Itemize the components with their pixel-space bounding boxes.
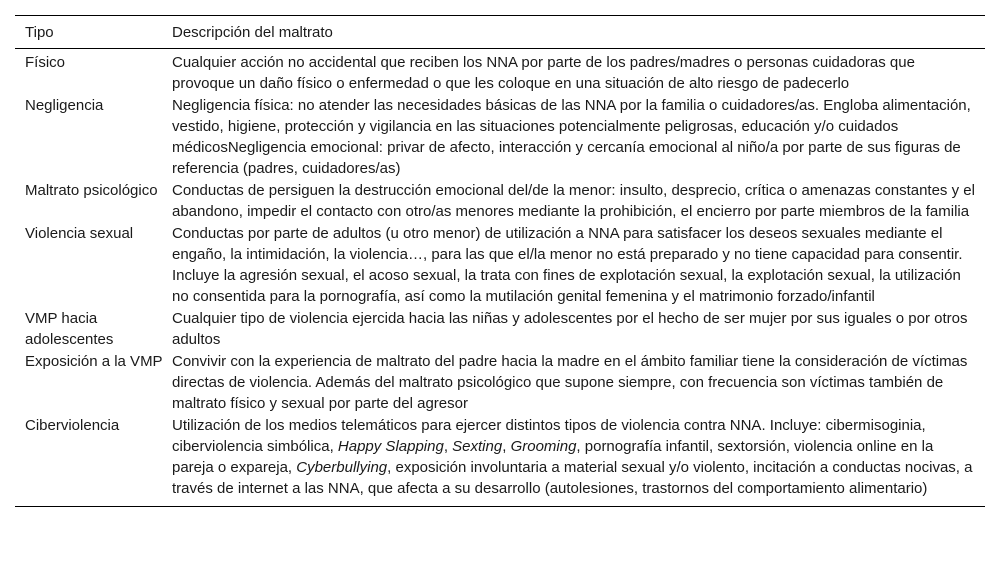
row-tipo-vmp-adolescentes: VMP hacia adolescentes [25, 310, 114, 348]
maltrato-table-container [15, 15, 985, 507]
row-tipo-negligencia: Negligencia [25, 97, 104, 114]
table-row [15, 350, 985, 414]
table-row [15, 414, 985, 507]
row-tipo-maltrato-psicologico: Maltrato psicológico [25, 182, 158, 199]
table-row [15, 179, 985, 222]
desc-text-part: , [443, 438, 453, 455]
row-tipo-violencia-sexual: Violencia sexual [25, 225, 134, 242]
maltrato-types-table [15, 15, 985, 507]
table-row [15, 222, 985, 307]
row-desc-vmp-adolescentes: Cualquier tipo de violencia ejercida hacia las niñas y adolescentes por el hecho de ser mujer por sus iguales o por otros adultos [172, 310, 968, 348]
table-header-row [15, 16, 985, 49]
table-body [15, 49, 985, 507]
row-desc-maltrato-psicologico: Conductas de persiguen la destrucción emocional del/de la menor: insulto, desprecio, crítica o amenazas constantes y el abandono, impedir el contacto con otro/as menores mediante la prohibición, el encierro por parte miembros de la familia [172, 182, 975, 220]
row-desc-ciberviolencia [172, 414, 985, 507]
table-header [15, 16, 985, 49]
desc-text-part: , exposición involuntaria a material sexual y/o violento, incitación a conductas nocivas, a través de internet a las NNA, que afecta a su desarrollo (autolesiones, trastornos del comportamiento alimentario) [172, 459, 973, 497]
table-row [15, 94, 985, 179]
row-desc-negligencia: Negligencia física: no atender las necesidades básicas de las NNA por la familia o cuidadores/as. Engloba alimentación, vestido, higiene, protección y vigilancia en las situaciones potencialmente peligrosas, educación y/o cuidados médicosNegligencia emocional: privar de afecto, interacción y cercanía emocional al niño/a por parte de sus figuras de referencia (padres, cuidadores/as) [172, 97, 971, 177]
desc-text-part: , pornografía infantil, sextorsión, violencia online en la pareja o expareja, [172, 438, 934, 476]
row-desc-violencia-sexual: Conductas por parte de adultos (u otro menor) de utilización a NNA para satisfacer los deseos sexuales mediante el engaño, la intimidación, la violencia…, para las que el/la menor no está preparado y no tiene capacidad para consentir. Incluye la agresión sexual, el acoso sexual, la trata con fines de explotación sexual, la explotación sexual, la utilización no consentida para la pornografía, así como la mutilación genital femenina y el matrimonio forzado/infantil [172, 225, 963, 305]
desc-text-part: , [502, 438, 511, 455]
row-tipo-ciberviolencia: Ciberviolencia [25, 417, 120, 434]
term-happy-slapping: Happy Slapping [337, 438, 444, 455]
term-sexting: Sexting [452, 438, 503, 455]
table-row [15, 307, 985, 350]
header-tipo: Tipo [25, 24, 54, 41]
row-tipo-fisico: Físico [25, 54, 66, 71]
table-row [15, 49, 985, 95]
row-desc-exposicion-vmp: Convivir con la experiencia de maltrato del padre hacia la madre en el ámbito familiar tiene la consideración de víctimas directas de violencia. Además del maltrato psicológico que supone siempre, con frecuencia son víctimas también de maltrato físico y sexual por parte del agresor [172, 353, 968, 412]
term-grooming: Grooming [510, 438, 577, 455]
row-tipo-exposicion-vmp: Exposición a la VMP [25, 353, 163, 370]
term-cyberbullying: Cyberbullying [296, 459, 388, 476]
row-desc-fisico: Cualquier acción no accidental que reciben los NNA por parte de los padres/madres o personas cuidadoras que provoque un daño físico o enfermedad o que les coloque en una situación de alto riesgo de padecerlo [172, 54, 915, 92]
header-descripcion: Descripción del maltrato [172, 24, 333, 41]
desc-text-part: Utilización de los medios telemáticos para ejercer distintos tipos de violencia contra NNA. Incluye: cibermisoginia, ciberviolencia simbólica, [172, 417, 926, 455]
